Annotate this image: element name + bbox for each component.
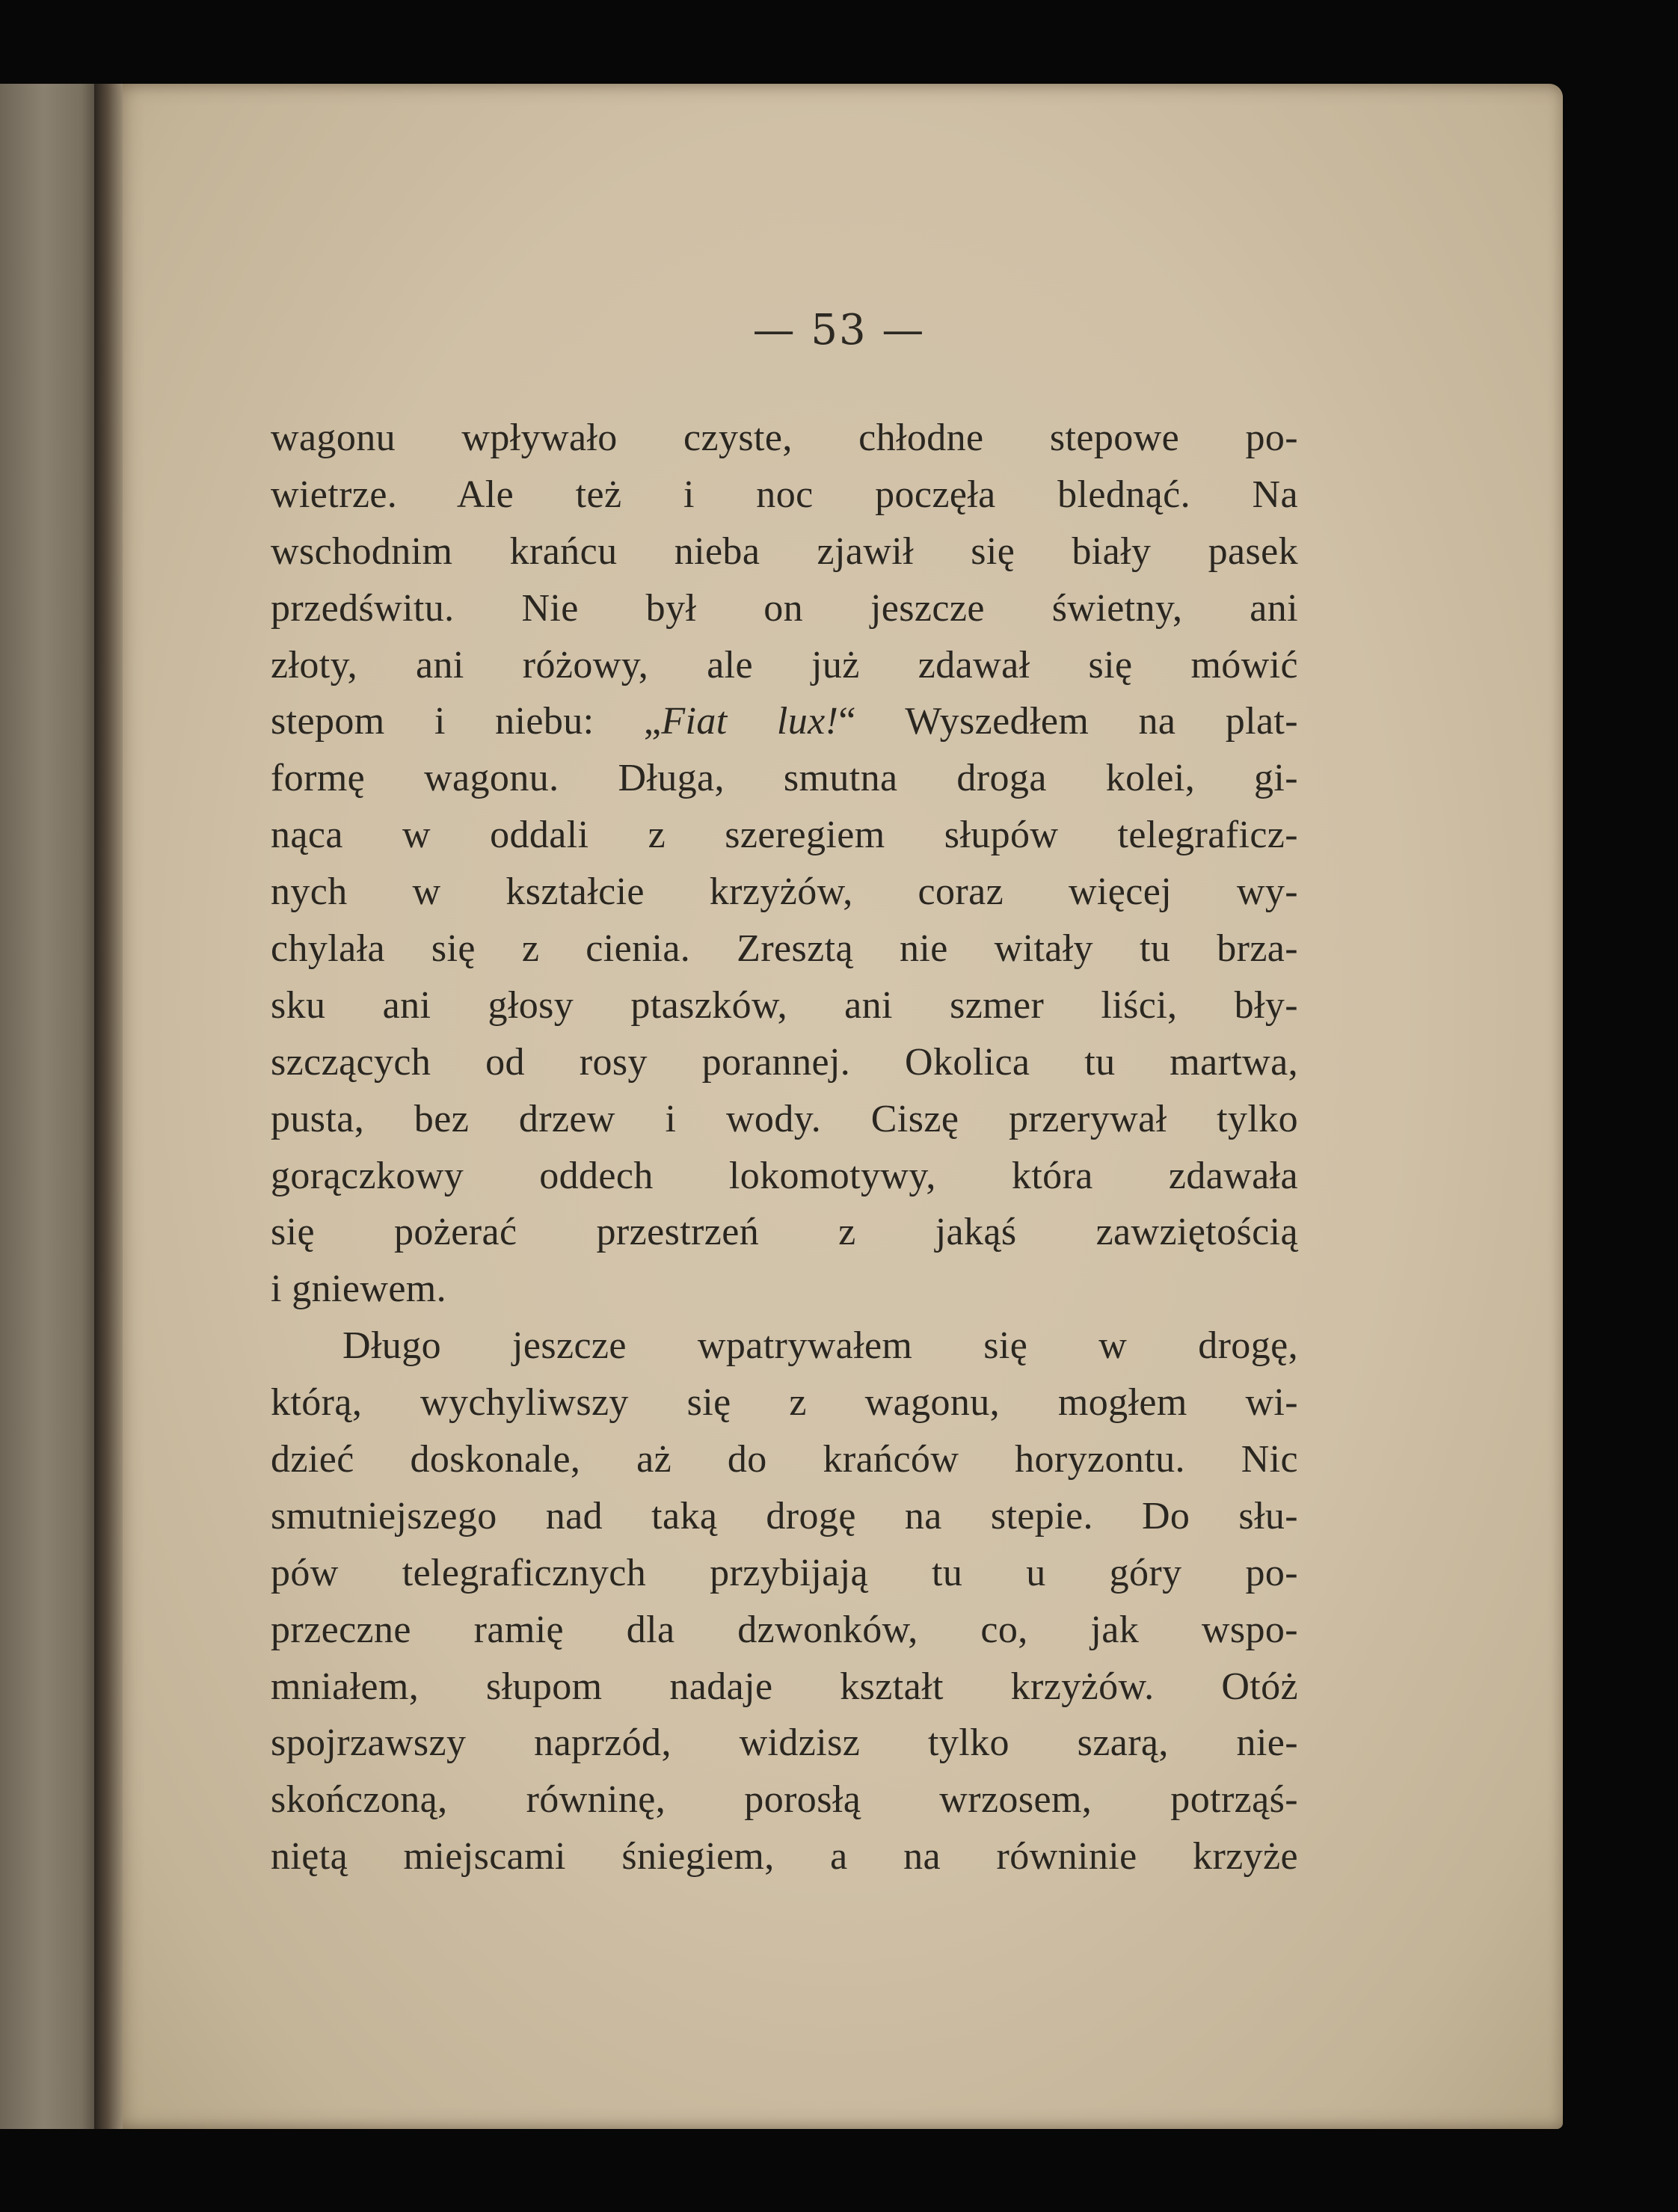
text-line: formę wagonu. Długa, smutna droga kolei, gi- xyxy=(271,757,1298,800)
text-line xyxy=(271,693,1298,750)
text-line: dzieć doskonale, aż do krańców horyzontu. Nic xyxy=(271,1438,1298,1481)
text-line: pusta, bez drzew i wody. Ciszę przerywał tylko xyxy=(271,1097,1298,1140)
text-line: przedświtu. Nie był on jeszcze świetny, ani xyxy=(271,586,1298,630)
text-line: gorączkowy oddech lokomotywy, która zdawała xyxy=(271,1154,1298,1197)
previous-page-edge xyxy=(0,84,108,2129)
text-line: Długo jeszcze wpatrywałem się w drogę, xyxy=(342,1324,1298,1368)
text-line: spojrzawszy naprzód, widzisz tylko szarą, nie- xyxy=(271,1721,1298,1765)
body-text xyxy=(271,410,1298,1885)
text-line: i gniewem. xyxy=(271,1268,447,1311)
text-line: szczących od rosy porannej. Okolica tu martwa, xyxy=(271,1040,1298,1084)
text-line: skończoną, równinę, porosłą wrzosem, potrząś- xyxy=(271,1778,1298,1822)
text-line: wietrze. Ale też i noc poczęła blednąć. Na xyxy=(271,473,1298,516)
page-number: — 53 — xyxy=(752,306,926,354)
text-segment: stepom i niebu: „ xyxy=(271,700,662,743)
text-line: mniałem, słupom nadaje kształt krzyżów. Otóż xyxy=(271,1665,1298,1708)
text-line: którą, wychyliwszy się z wagonu, mogłem wi- xyxy=(271,1381,1298,1425)
text-line: niętą miejscami śniegiem, a na równinie krzyże xyxy=(271,1835,1298,1878)
text-line: wschodnim krańcu nieba zjawił się biały pasek xyxy=(271,529,1298,573)
book-spine xyxy=(94,84,123,2129)
text-line: przeczne ramię dla dzwonków, co, jak wspo- xyxy=(271,1608,1298,1651)
text-line: chylała się z cienia. Zresztą nie witały tu brza- xyxy=(271,927,1298,971)
text-segment: “ Wyszedłem na plat- xyxy=(838,700,1298,743)
text-line: smutniejszego nad taką drogę na stepie. Do słu- xyxy=(271,1494,1298,1537)
text-line: nąca w oddali z szeregiem słupów telegraficz- xyxy=(271,814,1298,857)
text-line: złoty, ani różowy, ale już zdawał się mówić xyxy=(271,643,1298,686)
italic-phrase: Fiat lux! xyxy=(661,700,839,743)
text-line: sku ani głosy ptaszków, ani szmer liści, bły- xyxy=(271,983,1298,1027)
text-line: wagonu wpływało czyste, chłodne stepowe po- xyxy=(271,417,1298,459)
text-line: się pożerać przestrzeń z jakąś zawziętością xyxy=(271,1211,1298,1254)
text-line: pów telegraficznych przybijają tu u góry po- xyxy=(271,1551,1298,1594)
text-line: nych w kształcie krzyżów, coraz więcej wy- xyxy=(271,870,1298,914)
